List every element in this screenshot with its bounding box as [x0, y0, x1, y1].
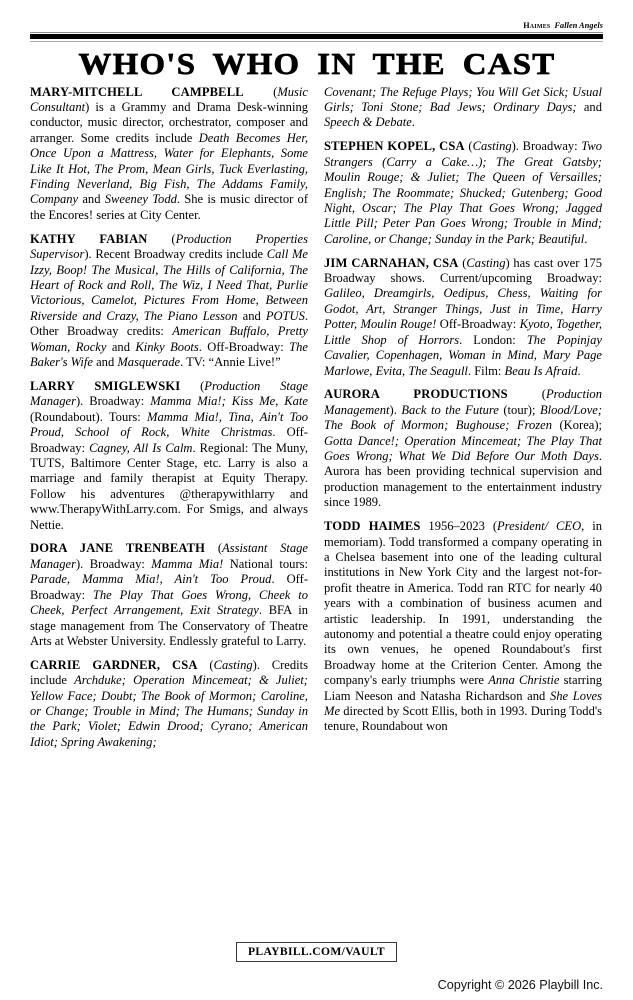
bio-entry: DORA JANE TRENBEATH (Assistant Stage Manager). Broadway: Mamma Mia! National tours: Parade, Mamma Mia!, Ain't Too Proud. Off-Broadway: The Play That Goes Wrong, Cheek to Cheek, Perfect Arrangement, Exit Strategy. BFA in stage management from The Conservatory of Theatre Arts at Webster University. Endlessly grateful to Larry. [30, 541, 308, 648]
bio-entry: MARY-MITCHELL CAMPBELL (Music Consultant) is a Grammy and Drama Desk-winning conductor, music director, orchestrator, composer and arranger. Some credits include Death Becomes Her, Once Upon a Mattress, Water for Elephants, Some Like It Hot, The Prom, Mean Girls, Tuck Everlasting, Finding Neverland, Big Fish, The Addams Family, Company and Sweeney Todd. She is music director of the Encores! series at City Center. [30, 84, 308, 222]
running-header-production-title: Fallen Angels [554, 20, 603, 30]
running-header [30, 0, 603, 31]
bio-entry: KATHY FABIAN (Production Properties Supervisor). Recent Broadway credits include Call Me Izzy, Boop! The Musical, The Hills of California, The Heart of Rock and Roll, The Wiz, I Need That, Purlie Victorious, Camelot, Pictures From Home, Between Riverside and Crazy, The Piano Lesson and POTUS. Other Broadway credits: American Buffalo, Pretty Woman, Rocky and Kinky Boots. Off-Broadway: The Baker's Wife and Masquerade. TV: “Annie Live!” [30, 231, 308, 370]
vault-link-container [0, 942, 633, 962]
bio-entry: LARRY SMIGLEWSKI (Production Stage Manager). Broadway: Mamma Mia!; Kiss Me, Kate (Roundabout). Tours: Mamma Mia!, Tina, Ain't Too Proud, School of Rock, White Christmas. Off-Broadway: Cagney, All Is Calm. Regional: The Muny, TUTS, Baltimore Center Stage, etc. Larry is also a marriage and family therapist at Equity Therapy. Follow his adventures @therapywithlarry and www.TherapyWithLarry.com. For Smigs, and always Nettie. [30, 378, 308, 532]
running-header-show-name: Haimes [523, 20, 551, 30]
page-title-container [30, 48, 603, 80]
column-right [324, 85, 602, 735]
bio-entry: TODD HAIMES 1956–2023 (President/ CEO, in memoriam). Todd transformed a company operating in a Chelsea basement into one of the leading cultural institutions in New York City and the largest not-for-profit theatre in America. Todd ran RTC for nearly 40 years with a combination of business acumen and artistic leadership. In 1991, understanding the autonomy and potential a theatre could enjoy operating its own venues, he opened Roundabout's first Broadway home at the Criterion Center. Among the company's early triumphs were Anna Christie starring Liam Neeson and Natasha Richardson and She Loves Me directed by Scott Ellis, both in 1993. During Todd's tenure, Roundabout won [324, 519, 603, 734]
running-header-text [523, 22, 603, 30]
body-columns [30, 85, 603, 751]
header-rule-group [30, 32, 603, 42]
page-footer [0, 938, 633, 1000]
playbill-vault-link[interactable]: PLAYBILL.COM/VAULT [236, 942, 397, 962]
bio-entry: JIM CARNAHAN, CSA (Casting) has cast over 175 Broadway shows. Current/upcoming Broadway: Galileo, Dreamgirls, Oedipus, Chess, Waiting for Godot, Art, Stranger Things, Just in Time, Harry Potter, Moulin Rouge! Off-Broadway: Kyoto, Together, Little Shop of Horrors. London: The Popinjay Cavalier, Copenhagen, Woman in Mind, Mary Page Marlowe, Evita, The Seagull. Film: Beau Is Afraid. [324, 255, 602, 378]
bio-entry: CARRIE GARDNER, CSA (Casting). Credits include Archduke; Operation Mincemeat; & Juliet; Yellow Face; Doubt; The Book of Mormon; Caroline, or Change; Trouble in Mind; The Humans; Sunday in the Park; Violet; Edwin Drood; Cyrano; American Idiot; Spring Awakening; [30, 657, 308, 749]
bio-entry: AURORA PRODUCTIONS (Production Management). Back to the Future (tour); Blood/Love; The Book of Mormon; Bughouse; Frozen (Korea); Gotta Dance!; Operation Mincemeat; The Play That Goes Wrong; What We Did Before Our Moth Days. Aurora has been providing technical supervision and production management to the entertainment industry since 1989. [324, 387, 603, 510]
header-rule-thick [30, 34, 603, 39]
header-rule-thin-bottom [30, 41, 603, 42]
column-left [30, 85, 308, 751]
page-title: WHO'S WHO IN THE CAST [78, 46, 556, 81]
bio-entry-continuation: Covenant; The Refuge Plays; You Will Get Sick; Usual Girls; Toni Stone; Bad Jews; Ordinary Days; and Speech & Debate. [324, 84, 602, 130]
copyright-notice: Copyright © 2026 Playbill Inc. [437, 978, 603, 992]
bio-entry: STEPHEN KOPEL, CSA (Casting). Broadway: Two Strangers (Carry a Cake…); The Great Gatsby; Moulin Rouge; & Juliet; The Queen of Versailles; English; The Roommate; Shucked; Gutenberg; Good Night, Oscar; The Play That Goes Wrong; Jagged Little Pill; Peter Pan Goes Wrong; Trouble in Mind; Caroline, or Change; Sunday in the Park; Beautiful. [324, 139, 602, 246]
